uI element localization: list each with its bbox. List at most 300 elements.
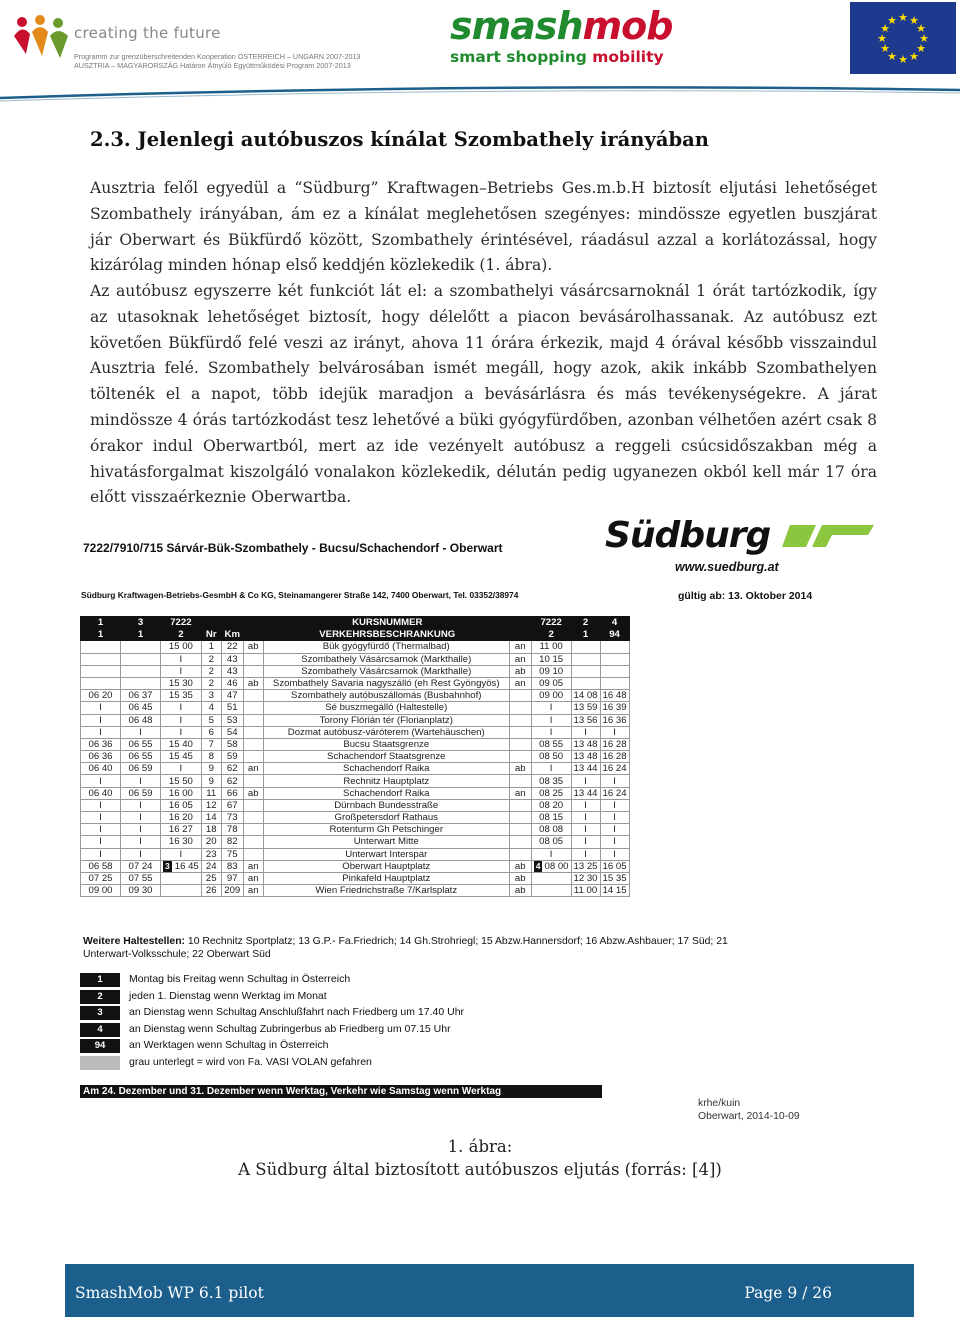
timetable-cell: [243, 836, 263, 848]
timetable-cell: 16 28: [600, 738, 629, 750]
timetable-cell: I: [571, 726, 600, 738]
timetable-cell: 14 15: [600, 885, 629, 897]
timetable-cell: [600, 653, 629, 665]
timetable-cell: I: [81, 836, 121, 848]
timetable-figure: [80, 515, 910, 1125]
note-badge-right: 4: [535, 860, 541, 871]
timetable-cell: [243, 824, 263, 836]
timetable-row: [81, 702, 630, 714]
timetable-cell: I: [161, 665, 202, 677]
timetable-cell: 08 05: [531, 836, 571, 848]
timetable-header-cell: Nr: [201, 629, 221, 641]
timetable-cell: 06 59: [121, 763, 161, 775]
timetable-cell: 97: [221, 872, 243, 884]
timetable-header-cell: 1: [81, 629, 121, 641]
timetable-row: [81, 751, 630, 763]
timetable-cell: ab: [509, 860, 531, 872]
timetable-cell: [161, 885, 202, 897]
timetable-cell: [509, 690, 531, 702]
timetable-cell: 14: [201, 812, 221, 824]
paragraph-2: Az autóbusz egyszerre két funkciót lát el: a szombathelyi vásárcsarnoknál 1 órát tartózkodik, így az utasoknak lehetőséget biztosít, hogy délelőtt a piacon bevásárolhassanak. Az autóbusz ezt követően Bükfürdő felé veszi az irányt, ahova 11 órára érkezik, majd 4 órával később visszaindul Ausztria felé. Szombathely belvárosában ismét megáll, hogy azok, akik inkább Szombathelyen töltenék el a napot, több idejük maradjon a bevásárlásra és más tevékenységekre. A járat mindössze 4 órás tartózkodást tesz lehetővé a büki gyógyfürdőben, azonban vélhetően azért csak 8 órakor indul Oberwartból, mert az ide vezényelt autóbusz a reggeli csúcsidőszakban még a hivatásforgalmat kiszolgáló vonalakon közlekedik, délután pedig ugyanezen okból kell már 17 óra előtt visszaérkeznie Oberwartba.: [90, 282, 877, 507]
timetable-cell: 83: [221, 860, 243, 872]
timetable-cell: 14 08: [571, 690, 600, 702]
timetable-cell: 06 40: [81, 763, 121, 775]
stop-name: Bük gyógyfürdő (Thermalbad): [263, 641, 509, 653]
timetable-header-cell: 3: [121, 617, 161, 629]
timetable-cell: I: [600, 775, 629, 787]
timetable-cell: [243, 799, 263, 811]
timetable-cell: 43: [221, 665, 243, 677]
svg-text:★: ★: [877, 32, 887, 45]
footer-project: SmashMob WP 6.1 pilot: [75, 1284, 264, 1302]
author-date: Oberwart, 2014-10-09: [698, 1111, 800, 1122]
timetable-cell: an: [243, 763, 263, 775]
timetable-cell: 15 35: [600, 872, 629, 884]
timetable-cell: 07 24: [121, 860, 161, 872]
timetable-header-cell: [201, 617, 221, 629]
suedburg-logo: [605, 515, 910, 555]
timetable-cell: 43: [221, 653, 243, 665]
svg-text:★: ★: [916, 22, 926, 35]
timetable-cell: 13 44: [571, 787, 600, 799]
timetable-cell: an: [509, 677, 531, 689]
legend-key: 3: [80, 1006, 120, 1020]
stop-name: Unterwart Interspar: [263, 848, 509, 860]
timetable-cell: 13 48: [571, 751, 600, 763]
header-divider: [0, 80, 960, 104]
timetable-cell: [243, 690, 263, 702]
timetable-row: [81, 690, 630, 702]
timetable-cell: 16 05: [600, 860, 629, 872]
logo-subtitle-hu: AUSZTRIA – MAGYARORSZÁG Határon Átnyúló Együttműködési Program 2007-2013: [74, 61, 351, 70]
timetable-cell: [571, 641, 600, 653]
timetable-cell: 58: [221, 738, 243, 750]
timetable-header-cell: 1: [81, 617, 121, 629]
people-figures-icon: [12, 14, 72, 62]
timetable-cell: I: [161, 848, 202, 860]
timetable-cell: 54: [221, 726, 243, 738]
timetable-cell: an: [243, 885, 263, 897]
timetable-cell: 2: [201, 653, 221, 665]
timetable-cell: [243, 738, 263, 750]
timetable-header-cell: 2: [571, 617, 600, 629]
timetable-cell: 16 24: [600, 787, 629, 799]
timetable-cell: 11 00: [571, 885, 600, 897]
timetable-cell: I: [161, 763, 202, 775]
timetable-cell: 07 55: [121, 872, 161, 884]
stop-name: Schachendorf Raika: [263, 763, 509, 775]
stop-name: Dozmat autóbusz-váróterem (Wartehäuschen): [263, 726, 509, 738]
timetable-cell: [509, 751, 531, 763]
timetable-cell: I: [571, 775, 600, 787]
timetable-header-cell: 1: [121, 629, 161, 641]
timetable-cell: [121, 641, 161, 653]
timetable-cell: an: [509, 641, 531, 653]
timetable-cell: 73: [221, 812, 243, 824]
author-stamp: [698, 1097, 800, 1123]
timetable-cell: 13 48: [571, 738, 600, 750]
timetable-cell: I: [161, 653, 202, 665]
timetable-cell: [600, 677, 629, 689]
timetable-cell: 16 48: [600, 690, 629, 702]
timetable-cell: 06 20: [81, 690, 121, 702]
timetable-cell: [531, 872, 571, 884]
timetable-cell: [243, 775, 263, 787]
timetable-cell: 06 58: [81, 860, 121, 872]
note-badge-left: 3: [165, 860, 170, 871]
timetable-cell: 78: [221, 824, 243, 836]
timetable-cell: ab: [509, 763, 531, 775]
timetable-row: [81, 677, 630, 689]
legend-key: [80, 1056, 120, 1070]
timetable-cell: 09 00: [531, 690, 571, 702]
timetable-cell: 20: [201, 836, 221, 848]
smashmob-logo: [450, 4, 673, 76]
timetable-cell: 08 50: [531, 751, 571, 763]
timetable-cell: [509, 799, 531, 811]
timetable-cell: 4 08 00: [531, 860, 571, 872]
timetable-cell: 53: [221, 714, 243, 726]
timetable-cell: [243, 726, 263, 738]
timetable-cell: 1: [201, 641, 221, 653]
timetable-header-cell: 2: [531, 629, 571, 641]
timetable: [80, 616, 630, 897]
timetable-header-label: KURSNUMMER: [243, 617, 531, 629]
timetable-cell: 09 05: [531, 677, 571, 689]
timetable-cell: 2: [201, 665, 221, 677]
timetable-cell: 12: [201, 799, 221, 811]
timetable-cell: 06 55: [121, 738, 161, 750]
stop-name: Sé buszmegálló (Haltestelle): [263, 702, 509, 714]
timetable-cell: I: [531, 848, 571, 860]
timetable-cell: 06 59: [121, 787, 161, 799]
timetable-cell: 07 25: [81, 872, 121, 884]
timetable-cell: 82: [221, 836, 243, 848]
timetable-header-label: VERKEHRSBESCHRANKUNG: [243, 629, 531, 641]
timetable-cell: 08 08: [531, 824, 571, 836]
timetable-cell: 06 36: [81, 738, 121, 750]
timetable-cell: [571, 677, 600, 689]
timetable-cell: ab: [509, 872, 531, 884]
timetable-header-cell: 1: [571, 629, 600, 641]
timetable-header-row: [81, 629, 630, 641]
timetable-cell: I: [531, 714, 571, 726]
timetable-cell: [243, 751, 263, 763]
logo-subtitle-de: Programm zur grenzüberschreitenden Kooperation ÖSTERREICH – UNGARN 2007-2013: [74, 52, 361, 61]
timetable-row: [81, 799, 630, 811]
timetable-cell: 16 27: [161, 824, 202, 836]
timetable-cell: 08 35: [531, 775, 571, 787]
timetable-header-cell: Km: [221, 629, 243, 641]
timetable-cell: 209: [221, 885, 243, 897]
timetable-cell: I: [81, 726, 121, 738]
timetable-cell: 09 10: [531, 665, 571, 677]
timetable-cell: I: [571, 799, 600, 811]
timetable-cell: 16 30: [161, 836, 202, 848]
timetable-cell: 3 16 45: [161, 860, 202, 872]
timetable-cell: [81, 653, 121, 665]
timetable-cell: [121, 653, 161, 665]
timetable-cell: 15 30: [161, 677, 202, 689]
timetable-cell: I: [571, 848, 600, 860]
timetable-cell: I: [571, 812, 600, 824]
timetable-row: [81, 812, 630, 824]
legend-key: 4: [80, 1023, 120, 1037]
eu-stars-icon: [850, 2, 956, 74]
timetable-row: [81, 665, 630, 677]
timetable-cell: 12 30: [571, 872, 600, 884]
stop-name: Schachendorf Raika: [263, 787, 509, 799]
timetable-cell: [243, 702, 263, 714]
page-footer: [65, 1264, 914, 1317]
timetable-cell: 7: [201, 738, 221, 750]
timetable-cell: an: [509, 787, 531, 799]
timetable-cell: 16 05: [161, 799, 202, 811]
timetable-cell: 24: [201, 860, 221, 872]
legend-text: an Dienstag wenn Schultag Zubringerbus ab Friedberg um 07.15 Uhr: [129, 1022, 451, 1035]
timetable-header-cell: 2: [161, 629, 202, 641]
timetable-cell: I: [161, 702, 202, 714]
timetable-cell: 06 37: [121, 690, 161, 702]
timetable-cell: 59: [221, 751, 243, 763]
timetable-cell: [243, 653, 263, 665]
eu-flag: [850, 2, 956, 74]
timetable-cell: I: [531, 726, 571, 738]
timetable-cell: an: [243, 872, 263, 884]
timetable-cell: 06 45: [121, 702, 161, 714]
timetable-cell: [571, 653, 600, 665]
timetable-cell: I: [600, 799, 629, 811]
timetable-cell: 5: [201, 714, 221, 726]
timetable-cell: 15 40: [161, 738, 202, 750]
timetable-cell: I: [600, 726, 629, 738]
timetable-row: [81, 836, 630, 848]
smashmob-brand-a: smash: [450, 4, 583, 48]
timetable-cell: 75: [221, 848, 243, 860]
timetable-cell: 9: [201, 775, 221, 787]
timetable-cell: 4: [201, 702, 221, 714]
stop-name: Pinkafeld Hauptplatz: [263, 872, 509, 884]
timetable-cell: I: [600, 812, 629, 824]
stop-name: Bucsu Staatsgrenze: [263, 738, 509, 750]
stop-name: Szombathely autóbuszállomás (Busbahnhof): [263, 690, 509, 702]
timetable-cell: I: [161, 714, 202, 726]
logo-title: creating the future: [74, 24, 221, 42]
timetable-cell: [509, 824, 531, 836]
timetable-cell: I: [81, 799, 121, 811]
timetable-cell: [509, 812, 531, 824]
timetable-cell: [243, 848, 263, 860]
timetable-cell: [509, 836, 531, 848]
timetable-cell: 06 36: [81, 751, 121, 763]
timetable-cell: I: [81, 702, 121, 714]
timetable-cell: I: [81, 824, 121, 836]
timetable-row: [81, 860, 630, 872]
svg-text:★: ★: [887, 50, 897, 63]
timetable-cell: I: [571, 836, 600, 848]
legend-key: 2: [80, 990, 120, 1004]
company-address: Südburg Kraftwagen-Betriebs-GesmbH & Co KG, Steinamangerer Straße 142, 7400 Oberwart, Tel. 03352/38974: [81, 590, 519, 600]
timetable-cell: ab: [243, 641, 263, 653]
further-stops: [83, 935, 773, 961]
svg-text:★: ★: [880, 42, 890, 55]
timetable-cell: [509, 848, 531, 860]
timetable-cell: 06 48: [121, 714, 161, 726]
figure-caption-text: A Südburg által biztosított autóbuszos eljutás (forrás: [4]): [238, 1160, 722, 1179]
holiday-note: Am 24. Dezember und 31. Dezember wenn Werktag, Verkehr wie Samstag wenn Werktag: [80, 1085, 602, 1098]
timetable-row: [81, 824, 630, 836]
timetable-cell: I: [121, 824, 161, 836]
valid-from: gültig ab: 13. Oktober 2014: [678, 590, 813, 602]
smashmob-brand-b: mob: [582, 4, 673, 48]
timetable-cell: 9: [201, 763, 221, 775]
timetable-cell: 25: [201, 872, 221, 884]
timetable-cell: 16 00: [161, 787, 202, 799]
svg-text:★: ★: [887, 14, 897, 27]
timetable-cell: 16 24: [600, 763, 629, 775]
timetable-cell: 67: [221, 799, 243, 811]
timetable-row: [81, 775, 630, 787]
timetable-cell: I: [121, 812, 161, 824]
timetable-cell: [81, 665, 121, 677]
timetable-row: [81, 714, 630, 726]
legend-key: 1: [80, 973, 120, 987]
timetable-cell: I: [571, 824, 600, 836]
timetable-cell: 06 40: [81, 787, 121, 799]
stop-name: Szombathely Vásárcsarnok (Markthalle): [263, 653, 509, 665]
timetable-cell: 13 44: [571, 763, 600, 775]
timetable-cell: I: [81, 848, 121, 860]
svg-text:★: ★: [919, 32, 929, 45]
author-initials: krhe/kuin: [698, 1098, 741, 1109]
stop-name: Szombathely Vásárcsarnok (Markthalle): [263, 665, 509, 677]
timetable-cell: [161, 872, 202, 884]
legend-text: an Dienstag wenn Schultag Anschlußfahrt nach Friedberg um 17.40 Uhr: [129, 1006, 465, 1018]
timetable-cell: I: [121, 799, 161, 811]
timetable-cell: 3: [201, 690, 221, 702]
route-title: 7222/7910/715 Sárvár-Bük-Szombathely - Bucsu/Schachendorf - Oberwart: [83, 541, 503, 555]
stop-name: Dürnbach Bundesstraße: [263, 799, 509, 811]
figure-caption-number: 1. ábra:: [447, 1137, 513, 1156]
timetable-header-cell: 4: [600, 617, 629, 629]
timetable-cell: 23: [201, 848, 221, 860]
timetable-row: [81, 763, 630, 775]
timetable-cell: an: [509, 653, 531, 665]
timetable-cell: 47: [221, 690, 243, 702]
legend-text: Montag bis Freitag wenn Schultag in Österreich: [129, 973, 351, 985]
stop-name: Wien Friedrichstraße 7/Karlsplatz: [263, 885, 509, 897]
svg-text:★: ★: [916, 42, 926, 55]
timetable-cell: I: [531, 763, 571, 775]
timetable-cell: [600, 665, 629, 677]
stop-name: Schachendorf Staatsgrenze: [263, 751, 509, 763]
timetable-cell: I: [121, 848, 161, 860]
timetable-row: [81, 885, 630, 897]
creating-the-future-logo: [8, 10, 361, 70]
legend-text: jeden 1. Dienstag wenn Werktag im Monat: [129, 989, 327, 1002]
timetable-cell: I: [121, 836, 161, 848]
svg-text:★: ★: [898, 53, 908, 66]
timetable-cell: [243, 812, 263, 824]
svg-text:★: ★: [909, 14, 919, 27]
timetable-header-cell: 7222: [161, 617, 202, 629]
timetable-cell: 06 55: [121, 751, 161, 763]
timetable-cell: [509, 775, 531, 787]
section-heading: 2.3. Jelenlegi autóbuszos kínálat Szombathely irányában: [90, 128, 709, 151]
timetable-cell: I: [81, 714, 121, 726]
timetable-cell: ab: [243, 787, 263, 799]
timetable-cell: 15 50: [161, 775, 202, 787]
suedburg-logo-text: Südburg: [605, 515, 771, 556]
timetable-header-cell: [221, 617, 243, 629]
timetable-cell: [571, 665, 600, 677]
timetable-header-cell: 94: [600, 629, 629, 641]
smashmob-tag-b: mobility: [592, 48, 664, 66]
timetable-cell: 08 25: [531, 787, 571, 799]
suedburg-stripes-icon: [782, 521, 874, 551]
timetable-cell: 2: [201, 677, 221, 689]
svg-text:★: ★: [898, 11, 908, 24]
timetable-cell: 16 28: [600, 751, 629, 763]
timetable-cell: I: [600, 836, 629, 848]
stop-name: Rotenturm Gh Petschinger: [263, 824, 509, 836]
timetable-row: [81, 641, 630, 653]
timetable-cell: 15 00: [161, 641, 202, 653]
timetable-cell: I: [81, 812, 121, 824]
timetable-cell: 18: [201, 824, 221, 836]
timetable-cell: 16 20: [161, 812, 202, 824]
further-stops-text: 10 Rechnitz Sportplatz; 13 G.P.- Fa.Friedrich; 14 Gh.Strohriegl; 15 Abzw.Hannersdorf; 16 Abzw.Ashbauer; 17 Süd; 21 Unterwart-Volksschule; 22 Oberwart Süd: [83, 936, 728, 960]
timetable-cell: 66: [221, 787, 243, 799]
timetable-cell: ab: [243, 677, 263, 689]
timetable-cell: [531, 885, 571, 897]
timetable-cell: [509, 738, 531, 750]
timetable-cell: [509, 714, 531, 726]
timetable-cell: 16 36: [600, 714, 629, 726]
timetable-cell: 08 55: [531, 738, 571, 750]
timetable-cell: [81, 677, 121, 689]
timetable-cell: an: [243, 860, 263, 872]
timetable-cell: I: [600, 848, 629, 860]
timetable-cell: I: [161, 726, 202, 738]
svg-text:★: ★: [909, 50, 919, 63]
timetable-cell: 08 20: [531, 799, 571, 811]
timetable-cell: ab: [509, 885, 531, 897]
svg-text:★: ★: [880, 22, 890, 35]
timetable-cell: 08 15: [531, 812, 571, 824]
timetable-cell: 09 30: [121, 885, 161, 897]
timetable-cell: 10 15: [531, 653, 571, 665]
stop-name: Szombathely Savaria nagyszálló (eh Rest Gyöngyös): [263, 677, 509, 689]
timetable-cell: ab: [509, 665, 531, 677]
timetable-cell: [121, 665, 161, 677]
legend-text: an Werktagen wenn Schultag in Österreich: [129, 1039, 329, 1051]
timetable-cell: 51: [221, 702, 243, 714]
timetable-cell: I: [81, 775, 121, 787]
timetable-cell: [509, 726, 531, 738]
legend-key: 94: [80, 1039, 120, 1053]
timetable-row: [81, 653, 630, 665]
timetable-cell: 15 35: [161, 690, 202, 702]
timetable-cell: [243, 665, 263, 677]
timetable-cell: 26: [201, 885, 221, 897]
timetable-cell: [600, 641, 629, 653]
timetable-row: [81, 872, 630, 884]
timetable-header-cell: 7222: [531, 617, 571, 629]
timetable-cell: 15 45: [161, 751, 202, 763]
timetable-cell: 8: [201, 751, 221, 763]
timetable-row: [81, 738, 630, 750]
